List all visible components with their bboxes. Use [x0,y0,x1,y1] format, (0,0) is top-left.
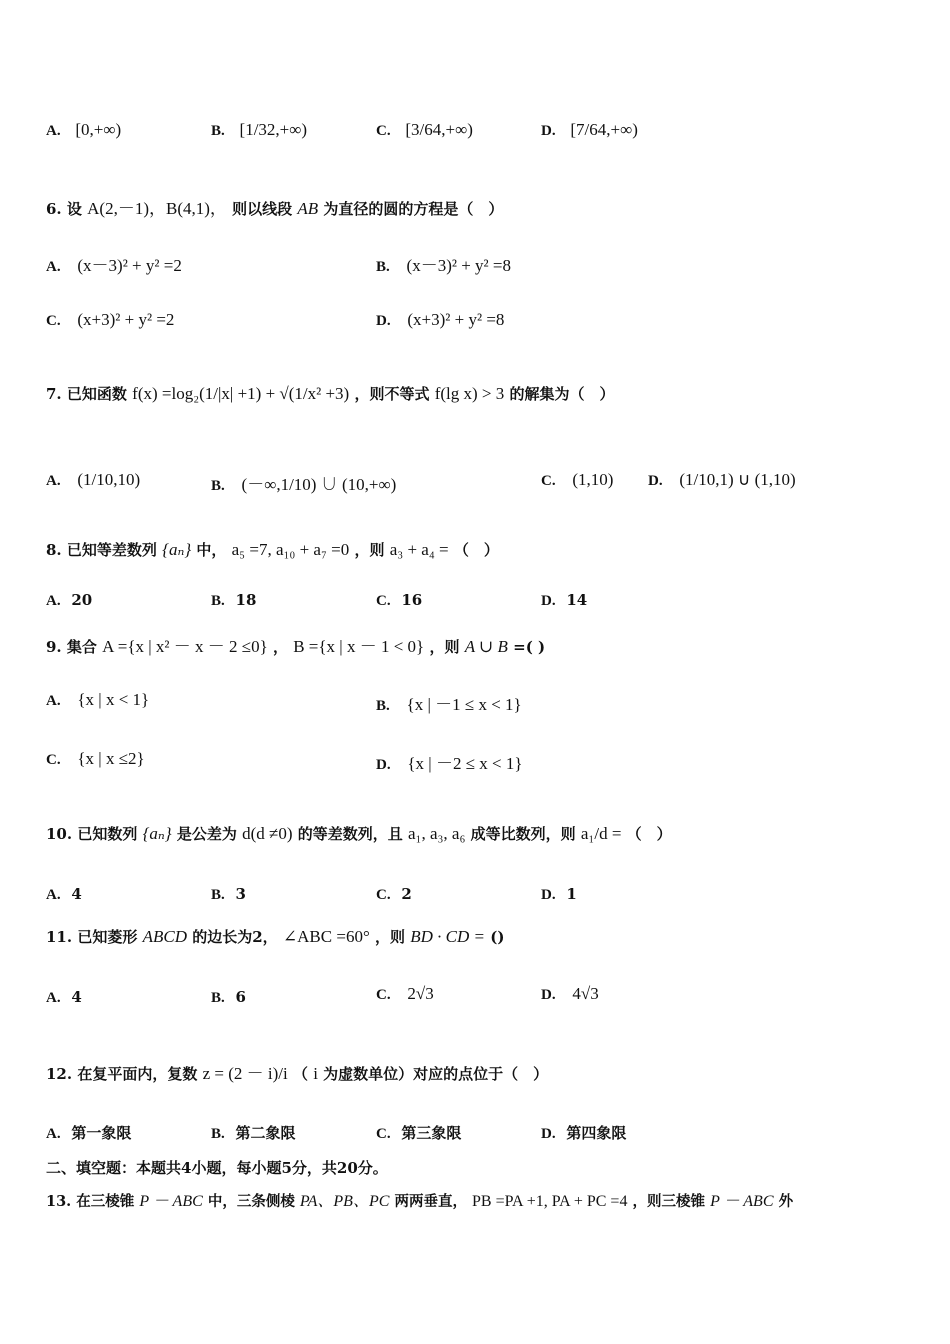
option-label: C. [376,887,391,903]
stem-text: ，则 [429,638,460,656]
option-label: D. [541,593,556,609]
q9-option-c[interactable] [46,749,145,769]
q8-option-c[interactable] [376,591,422,610]
option-value: {x | x ≤2} [77,749,145,768]
math-pyramid: P － ABC [139,1193,203,1210]
stem-text: 在复平面内，复数 [77,1065,198,1083]
q12-option-b[interactable] [211,1122,296,1143]
math-segment: AB [297,199,319,218]
option-value: 4 [71,988,82,1006]
option-value: {x | －2 ≤ x < 1} [407,754,523,773]
option-value: [0,+∞) [75,120,122,139]
option-label: D. [541,1126,556,1142]
q8-option-d[interactable] [541,591,587,610]
stem-text: 中， [196,541,227,559]
q6-option-d[interactable] [376,310,504,330]
q6-option-b[interactable] [376,251,511,276]
question-11-stem [46,926,504,947]
option-value: 第二象限 [235,1124,296,1142]
stem-text: 是公差为 [176,825,237,843]
stem-text: 已知函数 [66,385,127,403]
q10-option-d[interactable] [541,885,577,904]
option-label: D. [541,887,556,903]
math-imaginary-unit: i [313,1064,318,1083]
option-value: {x | x < 1} [77,690,150,709]
math-condition: PB =PA +1, PA + PC =4 [472,1193,628,1210]
question-number: 13. [46,1193,72,1210]
question-9-stem [46,632,545,657]
option-label: B. [211,990,225,1006]
option-label: A. [46,990,61,1006]
question-number: 8. [46,541,62,559]
q9-option-d[interactable] [376,749,523,774]
stem-text: 为虚数单位）对应的点位于（ ） [323,1065,549,1083]
math-complex: z = (2 － i)/i [202,1064,288,1083]
stem-text: ，则不等式 [354,385,430,403]
stem-text: 已知数列 [77,825,138,843]
math-angle: ∠ABC =60° [282,927,370,946]
option-value: 3 [235,885,246,903]
stem-text: 为直径的圆的方程是（ ） [323,200,504,218]
option-value: (1,10) [572,470,614,489]
q10-option-a[interactable] [46,885,82,904]
option-value: (1/10,1) ∪ (1,10) [679,470,796,489]
question-12-stem [46,1059,548,1084]
math-points: A(2,－1)，B(4,1)， [87,199,227,218]
stem-text: 已知等差数列 [66,541,157,559]
q5-option-b[interactable] [211,120,307,140]
math-function: f(x) =log₂(1/|x| +1) + √(1/x² +3) [132,384,350,403]
stem-text: ，则 [354,541,385,559]
question-8-stem [46,539,499,560]
q7-option-a[interactable] [46,470,140,490]
q5-option-c[interactable] [376,120,473,140]
option-value: 16 [401,591,423,609]
option-label: B. [211,123,225,139]
math-condition: a₅ =7, a₁₀ + a₇ =0 [231,540,350,559]
stem-text: 则以线段 [232,200,293,218]
q7-option-c[interactable] [541,470,613,490]
option-label: C. [376,123,391,139]
option-value: 4√3 [572,984,599,1003]
stem-text: （ ） [626,825,672,843]
option-label: A. [46,123,61,139]
option-value: 4 [71,885,82,903]
math-sequence: {aₙ} [142,824,172,843]
section-heading: 二、填空题：本题共4小题，每小题5分，共20分。 [46,1159,388,1177]
option-value: 6 [235,988,246,1006]
question-number: 11. [46,928,73,946]
option-label: D. [648,473,663,489]
option-value: (1/10,10) [77,470,141,489]
stem-text: ， [272,638,288,656]
option-value: (－∞,1/10) ∪ (10,+∞) [241,475,397,494]
math-set-b: B ={x | x － 1 < 0} [293,637,425,656]
stem-text: ，则 [374,928,405,946]
q12-option-c[interactable] [376,1122,461,1143]
option-label: A. [46,693,61,709]
question-number: 7. [46,385,62,403]
option-label: C. [46,752,61,768]
option-value: 1 [566,885,577,903]
option-value: (x－3)² + y² =2 [77,256,182,275]
option-label: D. [376,313,391,329]
math-inequality: f(lg x) > 3 [434,384,505,403]
math-edges: PA、PB、PC [299,1193,390,1210]
stem-text: 的边长为2， [192,928,278,946]
question-number: 6. [46,200,62,218]
q7-option-b[interactable] [211,470,396,495]
option-label: D. [541,987,556,1003]
question-number: 9. [46,638,62,656]
option-label: A. [46,1126,61,1142]
q11-option-d[interactable] [541,984,599,1004]
option-label: A. [46,593,61,609]
question-6-stem [46,194,503,219]
q6-option-a[interactable] [46,251,182,276]
q11-option-a[interactable] [46,988,82,1007]
option-value: 14 [566,591,588,609]
q5-option-d[interactable] [541,120,638,140]
option-label: B. [211,593,225,609]
question-number: 12. [46,1065,73,1083]
stem-text: 成等比数列，则 [470,825,576,843]
option-value: [7/64,+∞) [570,120,638,139]
stem-text: 设 [66,200,82,218]
option-value: 18 [235,591,257,609]
option-value: 第三象限 [401,1124,462,1142]
stem-text: 中，三条侧棱 [207,1193,295,1210]
question-number: 10. [46,825,73,843]
option-value: [1/32,+∞) [239,120,308,139]
stem-text: 在三棱锥 [76,1193,135,1210]
option-label: C. [541,473,556,489]
math-union: A ∪ B [464,637,508,656]
stem-text: 已知菱形 [77,928,138,946]
q10-option-b[interactable] [211,885,246,904]
question-7-stem [46,383,615,404]
option-value: (x+3)² + y² =8 [407,310,505,329]
stem-text: 的等差数列，且 [297,825,403,843]
option-value: 20 [71,591,93,609]
stem-text: =( ) [513,638,546,656]
option-label: A. [46,259,61,275]
option-value: (x+3)² + y² =2 [77,310,175,329]
q9-option-a[interactable] [46,690,149,710]
option-value: 第四象限 [566,1124,627,1142]
q11-option-c[interactable] [376,984,434,1004]
q8-option-a[interactable] [46,591,92,610]
option-value: 2√3 [407,984,434,1003]
stem-text: 集合 [66,638,97,656]
stem-text: （ [292,1065,308,1083]
stem-text: ，则三棱锥 [632,1193,706,1210]
stem-text: () [490,928,505,946]
q12-option-d[interactable] [541,1122,626,1143]
q9-option-b[interactable] [376,690,522,715]
option-label: C. [46,313,61,329]
math-ratio: a₁/d = [580,824,622,843]
option-label: A. [46,473,61,489]
math-target: a₃ + a₄ = [389,540,449,559]
option-label: D. [541,123,556,139]
q10-option-c[interactable] [376,885,412,904]
option-label: C. [376,593,391,609]
option-value: 第一象限 [71,1124,132,1142]
math-common-difference: d(d ≠0) [242,824,293,843]
stem-text: 外 [778,1193,794,1210]
option-label: B. [376,259,390,275]
stem-text: 的解集为（ ） [509,385,615,403]
q11-option-b[interactable] [211,988,246,1007]
q5-option-a[interactable] [46,120,121,140]
stem-text: 两两垂直， [394,1193,467,1210]
math-rhombus: ABCD [142,927,187,946]
question-13-stem [46,1188,793,1211]
option-label: B. [211,478,225,494]
math-dot-product: BD · CD = [410,927,485,946]
option-label: C. [376,1126,391,1142]
option-value: (x－3)² + y² =8 [406,256,511,275]
q8-option-b[interactable] [211,591,256,610]
stem-text: （ ） [453,541,499,559]
option-value: 2 [401,885,412,903]
option-label: B. [211,1126,225,1142]
math-pyramid: P － ABC [710,1193,774,1210]
option-label: B. [376,698,390,714]
option-label: D. [376,757,391,773]
question-10-stem [46,823,672,844]
q12-option-a[interactable] [46,1122,131,1143]
math-terms: a₁, a₃, a₆ [407,824,466,843]
option-label: A. [46,887,61,903]
option-value: [3/64,+∞) [405,120,473,139]
q6-option-c[interactable] [46,310,174,330]
math-sequence: {aₙ} [162,540,192,559]
option-value: {x | －1 ≤ x < 1} [406,695,522,714]
q7-option-d[interactable] [648,470,796,490]
option-label: C. [376,987,391,1003]
option-label: B. [211,887,225,903]
math-set-a: A ={x | x² － x － 2 ≤0} [102,637,268,656]
